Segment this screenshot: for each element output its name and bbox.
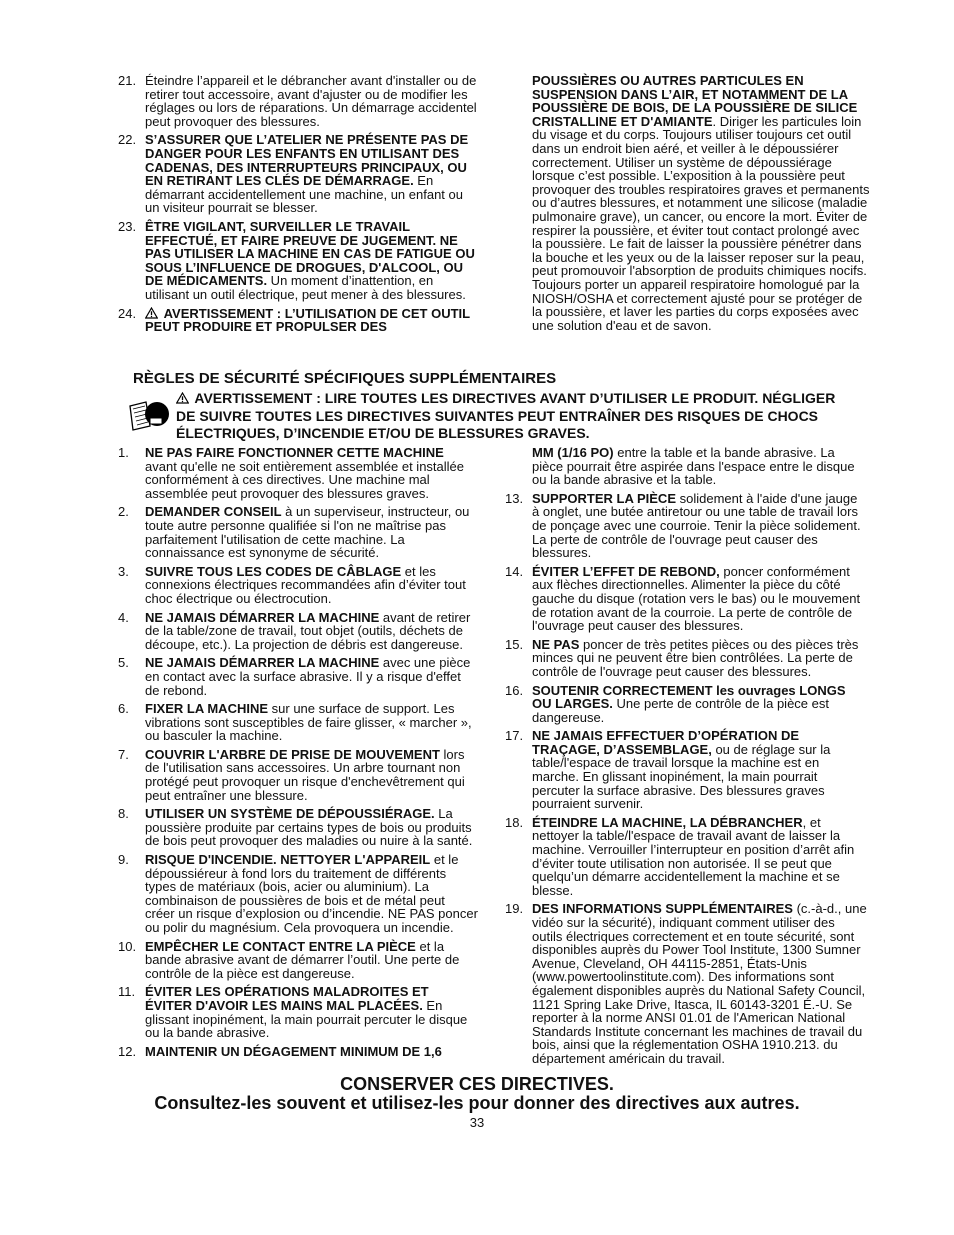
bottom-right-list <box>505 492 867 1066</box>
item-number: 8. <box>118 806 129 822</box>
item-text <box>532 638 867 679</box>
item-text <box>145 133 480 215</box>
item-body-text: solidement à l'aide d'une jauge à onglet, une butée antiretour ou une table de travail lors de ponçage avec une courroie. Tenir la pièce solidement. La perte de contrôle de l'ouvrage peut causer des blessures. <box>532 490 861 561</box>
item-bold-text: S’ASSURER QUE L’ATELIER NE PRÉSENTE PAS DE DANGER POUR LES ENFANTS EN UTILISANT DES CADENAS, DES INTERRUPTEURS PRINCIPAUX, OU EN RETIRANT LES CLÉS DE DÉMARRAGE. <box>145 132 469 189</box>
list-item <box>505 638 867 679</box>
item-text <box>145 74 480 128</box>
item-bold-text: ÉTEINDRE LA MACHINE, LA DÉBRANCHER <box>532 814 803 830</box>
item-number: 2. <box>118 504 129 520</box>
item-text <box>145 748 478 802</box>
list-item <box>505 684 867 725</box>
item-bold-text: ÊTRE VIGILANT, SURVEILLER LE TRAVAIL EFFECTUÉ, ET FAIRE PREUVE DE JUGEMENT. NE PAS UTILISER LA MACHINE EN CAS DE FATIGUE OU SOUS L’INFLUENCE DE DROGUES, D'ALCOOL, OU DE MÉDICAMENTS. <box>145 218 475 289</box>
list-item <box>118 565 478 606</box>
list-item <box>505 902 867 1065</box>
item-body-text: Une perte de contrôle de la pièce est dangereuse. <box>532 696 829 725</box>
item-text <box>532 684 867 725</box>
bottom-right-column <box>505 446 867 1071</box>
item-text <box>145 1045 478 1059</box>
item-number: 18. <box>505 814 524 830</box>
item-bold-text: EMPÊCHER LE CONTACT ENTRE LA PIÈCE <box>145 938 416 954</box>
item-bold-text: NE PAS FAIRE FONCTIONNER CETTE MACHINE <box>145 445 444 460</box>
item-number: 5. <box>118 655 129 671</box>
item-text <box>532 816 867 898</box>
warning-text-content: AVERTISSEMENT : LIRE TOUTES LES DIRECTIVES AVANT D’UTILISER LE PRODUIT. NÉGLIGER DE SUIVRE TOUTES LES DIRECTIVES SUIVANTES PEUT ENTRAÎNER DES RISQUES DE CHOCS ÉLECTRIQUES, D’INCENDIE ET/OU DE BLESSURES GRAVES. <box>176 390 836 441</box>
item-text <box>145 853 478 935</box>
item-text <box>532 729 867 811</box>
item-text <box>145 220 480 302</box>
list-item <box>118 940 478 981</box>
bottom-left-column <box>118 446 478 1063</box>
item-text <box>145 565 478 606</box>
list-item <box>118 446 478 500</box>
item-text <box>145 985 478 1039</box>
item-number: 13. <box>505 490 524 506</box>
item-12-continuation <box>505 446 867 487</box>
item-body-text: La poussière produite par certains types de bois ou produits de bois peut provoquer des maladies ou nuire à la santé. <box>145 806 473 849</box>
list-item <box>118 307 480 334</box>
item-text <box>145 807 478 848</box>
item-number: 1. <box>118 445 129 460</box>
item-bold-text: COUVRIR L'ARBRE DE PRISE DE MOUVEMENT <box>145 746 440 762</box>
item-bold-text: AVERTISSEMENT : L’UTILISATION DE CET OUTIL PEUT PRODUIRE ET PROPULSER DES <box>145 305 470 335</box>
list-item <box>118 807 478 848</box>
item-text <box>145 611 478 652</box>
list-item <box>505 492 867 560</box>
item-number: 6. <box>118 701 129 717</box>
list-item <box>505 565 867 633</box>
item-bold-text: SUPPORTER LA PIÈCE <box>532 490 676 506</box>
list-item <box>118 611 478 652</box>
item-bold-text: MAINTENIR UN DÉGAGEMENT MINIMUM DE 1,6 <box>145 1043 442 1059</box>
dust-warning-paragraph <box>532 74 872 332</box>
bottom-left-list <box>118 446 478 1058</box>
footer-subtitle: Consultez-les souvent et utilisez-les pour donner des directives aux autres. <box>154 1093 800 1113</box>
item-number: 12. <box>118 1043 137 1059</box>
item-12-continuation-text: entre la table et la bande abrasive. La pièce pourrait être aspirée dans l'espace entre le disque ou la bande abrasive et la table. <box>532 445 855 488</box>
item-body-text: Un moment d’inattention, en utilisant un outil électrique, peut mener à des blessures. <box>145 273 466 302</box>
dust-warning-bold: POUSSIÈRES OU AUTRES PARTICULES EN SUSPENSION DANS L’AIR, ET NOTAMMENT DE LA POUSSIÈRE DE BOIS, DE LA POUSSIÈRE DE SILICE CRISTALLINE ET D'AMIANTE <box>532 73 858 129</box>
item-bold-text: SUIVRE TOUS LES CODES DE CÂBLAGE <box>145 563 402 579</box>
item-bold-text: UTILISER UN SYSTÈME DE DÉPOUSSIÉRAGE. <box>145 806 435 822</box>
top-right-column <box>532 74 872 332</box>
section-title: RÈGLES DE SÉCURITÉ SPÉCIFIQUES SUPPLÉMENTAIRES <box>133 370 557 387</box>
list-item <box>118 656 478 697</box>
list-item <box>118 133 480 215</box>
item-text <box>145 702 478 743</box>
item-bold-text: NE JAMAIS DÉMARRER LA MACHINE <box>145 609 380 625</box>
item-body-text: avec une pièce en contact avec la surface abrasive. Il y a risque d'effet de rebond. <box>145 655 471 698</box>
item-number: 11. <box>118 984 136 1000</box>
item-bold-text: SOUTENIR CORRECTEMENT les ouvrages LONGS OU LARGES. <box>532 682 846 712</box>
list-item <box>118 74 480 128</box>
list-item <box>118 702 478 743</box>
list-item <box>118 985 478 1039</box>
item-number: 14. <box>505 563 524 579</box>
item-number: 16. <box>505 682 524 698</box>
item-text <box>145 505 478 559</box>
item-body-text: et les connexions électriques recommandées afin d’éviter tout choc électrique ou électrocution. <box>145 563 466 606</box>
top-left-column <box>118 74 480 339</box>
item-body-text: et le dépoussiéreur à fond lors du traitement de différents types de matériaux (bois, acier ou aluminium). La combinaison de poussières de bois et de métal peut créer un risque d’explosion ou d’incendie. NE PAS poncer ou polir du magnésium. Cela provoquera un incendie. <box>145 852 478 935</box>
item-number: 19. <box>505 901 524 917</box>
list-item <box>118 220 480 302</box>
top-left-list <box>118 74 480 334</box>
item-text <box>532 902 867 1065</box>
item-body-text: poncer conformément aux flèches directionnelles. Alimenter la pièce du côté gauche du disque (rotation vers le bas) ou le mouvement de rotation avant de la courroie. La perte de contrôle de l'ouvrage peut causer des blessures. <box>532 563 861 634</box>
list-item <box>118 853 478 935</box>
item-number: 22. <box>118 132 137 148</box>
item-text <box>145 307 480 334</box>
item-12-continuation-bold: MM (1/16 PO) <box>532 445 614 460</box>
item-number: 21. <box>118 73 137 88</box>
item-body-text: ou de réglage sur la table/l'espace de travail lorsque la machine est en marche. En glissant inopinément, la main pourrait percuter la surface abrasive. Des blessures graves pourraient survenir. <box>532 741 831 812</box>
item-body-text: En glissant inopinément, la main pourrait percuter le disque ou la bande abrasive. <box>145 997 468 1041</box>
item-number: 3. <box>118 563 129 579</box>
list-item <box>118 1045 478 1059</box>
item-body-text: avant qu'elle ne soit entièrement assemblée et installée conformément à ces directives. Une machine mal assemblée peut provoquer des blessures graves. <box>145 458 465 501</box>
read-instructions-warning <box>128 390 848 441</box>
item-bold-text: NE JAMAIS DÉMARRER LA MACHINE <box>145 655 380 671</box>
item-bold-text: NE PAS <box>532 636 580 652</box>
item-body-text: avant de retirer de la table/zone de travail, tout objet (outils, déchets de découpe, etc.). La projection de débris est dangereuse. <box>145 609 471 652</box>
item-body-text: lors de l'utilisation sans accessoires. Un arbre tournant non protégé peut provoquer un risque d'enchevêtrement qui peut entraîner une blessure. <box>145 746 465 803</box>
item-number: 7. <box>118 746 129 762</box>
item-body-text: , et nettoyer la table/l'espace de travail avant de laisser la machine. Verrouiller l’interrupteur en position d’arrêt afin d’éviter toute utilisation non autorisée. Il se peut que quelqu’un démarre accidentellement la machine et se blesse. <box>532 814 855 898</box>
item-number: 10. <box>118 938 137 954</box>
item-body-text: poncer de très petites pièces ou des pièces très minces qui ne peuvent être bien contrôlées. La perte de contrôle de l'ouvrage peut causer des blessures. <box>532 636 859 679</box>
item-bold-text: DES INFORMATIONS SUPPLÉMENTAIRES <box>532 901 793 917</box>
list-item <box>118 505 478 559</box>
footer-title: CONSERVER CES DIRECTIVES. <box>340 1074 614 1094</box>
item-body-text: (c.-à-d., une vidéo sur la sécurité), indiquant comment utiliser des outils électriques correctement et en toute sécurité, sont disponibles auprès du Power Tool Institute, 1300 Sumner Avenue, Cleveland, OH 44115-2851, États-Unis (www.powertoolinstitute.com). Des informations sont également disponibles auprès du National Safety Council, 1121 Spring Lake Drive, Itasca, IL 60143-3201 É.-U. Se reporter à la norme ANSI 01.01 de l'American National Standards Institute concernant les machines de travail du bois, ainsi que la réglementation OSHA 1910.213. du département américain du travail. <box>532 901 867 1066</box>
item-body-text: Éteindre l’appareil et le débrancher avant d'installer ou de retirer tout accessoire, avant d'ajuster ou de modifier les réglages ou lors de réparations. Un démarrage accidentel peut provoquer des blessures. <box>145 73 477 129</box>
warning-triangle-icon <box>145 307 158 319</box>
warning-triangle-icon <box>176 392 189 404</box>
dust-warning-text: . Diriger les particules loin du visage et du corps. Toujours utiliser toujours cet outil dans un endroit bien aéré, et veiller à le dépoussiérer correctement. Utiliser un système de dépoussiérage lorsque c’est possible. L’exposition à la poussière peut provoquer des troubles respiratoires graves et permanents ou d’autres blessures, et notamment une silicose (maladie pulmonaire grave), un cancer, ou encore la mort. Éviter de respirer la poussière, et éviter tout contact prolongé avec la poussière. Le fait de laisser la poussière pénétrer dans la bouche et les yeux ou de la laisser reposer sur la peau, peut promouvoir l'absorption de produits chimiques nocifs. Toujours porter un appareil respiratoire homologué par la NIOSH/OSHA et correctement ajusté pour se protéger de la poussière, et laver les parties du corps exposées avec une solution d'eau et de savon. <box>532 113 870 333</box>
item-number: 4. <box>118 609 129 625</box>
item-number: 15. <box>505 636 524 652</box>
warning-text <box>176 390 856 443</box>
page-number: 33 <box>469 1115 485 1130</box>
item-text <box>145 940 478 981</box>
item-bold-text: DEMANDER CONSEIL <box>145 504 282 520</box>
item-text <box>532 565 867 633</box>
item-bold-text: NE JAMAIS EFFECTUER D’OPÉRATION DE TRAÇAGE, D’ASSEMBLAGE, <box>532 728 800 757</box>
item-text <box>145 656 478 697</box>
item-number: 9. <box>118 852 129 868</box>
item-bold-text: ÉVITER L’EFFET DE REBOND, <box>532 563 720 579</box>
item-number: 17. <box>505 728 524 744</box>
item-text <box>532 492 867 560</box>
item-bold-text: ÉVITER LES OPÉRATIONS MALADROITES ET ÉVITER D'AVOIR LES MAINS MAL PLACÉES. <box>145 984 429 1013</box>
item-text <box>145 446 478 500</box>
list-item <box>505 729 867 811</box>
item-bold-text: FIXER LA MACHINE <box>145 701 269 717</box>
list-item <box>505 816 867 898</box>
item-number: 23. <box>118 218 137 234</box>
read-manual-icon <box>128 396 170 434</box>
item-body-text: et la bande abrasive avant de démarrer l’outil. Une perte de contrôle de la pièce est dangereuse. <box>145 938 460 981</box>
item-body-text: à un superviseur, instructeur, ou toute autre personne qualifiée si l'on ne maîtrise pas parfaitement l'utilisation de cette machine. La connaissance est synonyme de sécurité. <box>145 504 470 561</box>
list-item <box>118 748 478 802</box>
item-body-text: sur une surface de support. Les vibrations sont susceptibles de faire glisser, « marcher », ou basculer la machine. <box>145 701 472 744</box>
item-bold-text: RISQUE D'INCENDIE. NETTOYER L'APPAREIL <box>145 852 431 868</box>
item-number: 24. <box>118 305 137 321</box>
item-body-text: En démarrant accidentellement une machine, un enfant ou un visiteur pourrait se blesser. <box>145 173 463 216</box>
